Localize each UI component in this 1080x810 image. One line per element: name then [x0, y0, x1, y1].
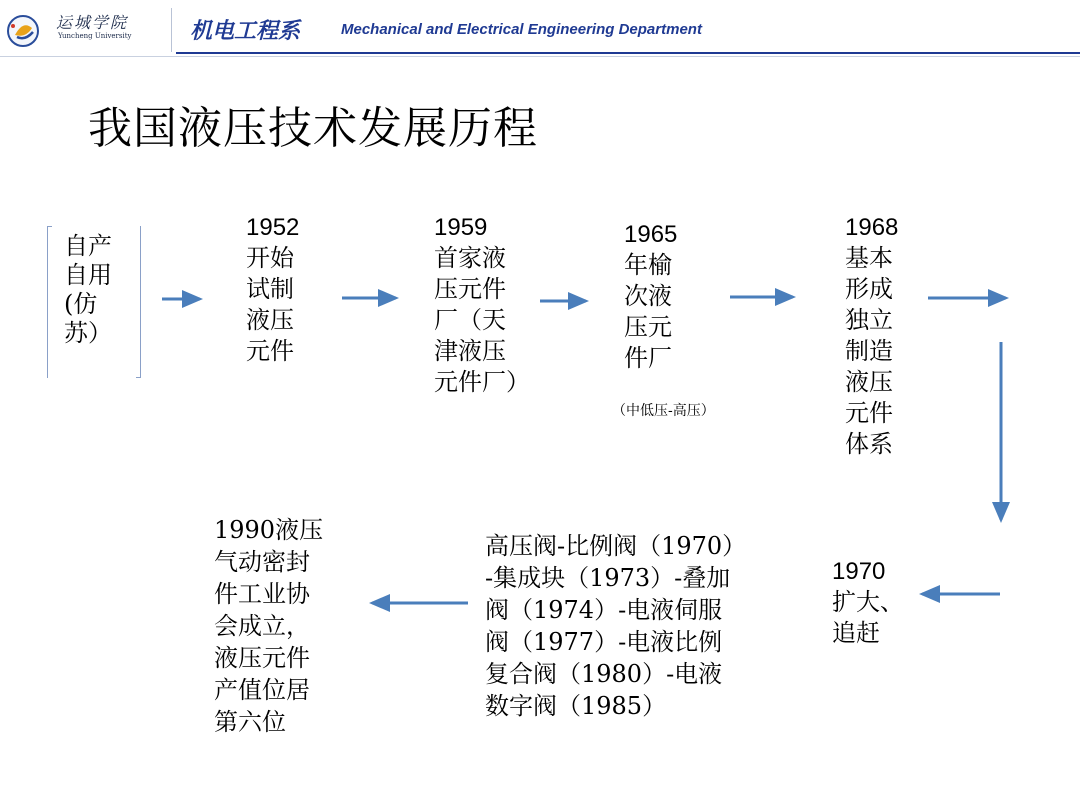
text-line: 元件: [845, 399, 893, 427]
timeline-1990: [214, 514, 323, 738]
text-line: 元件: [246, 337, 294, 365]
text-line: 液压: [246, 306, 294, 334]
text-line: 阀（1977）-电液比例: [485, 628, 723, 656]
text-line: 制造: [845, 337, 893, 365]
slide-title: 我国液压技术发展历程: [88, 103, 538, 154]
university-logo: [6, 10, 166, 48]
logo-english-name: Yuncheng University: [58, 32, 132, 40]
text-line: 追赶: [832, 619, 880, 647]
slide-header: [0, 0, 1080, 60]
year-label: 1970: [832, 558, 886, 585]
text-line: 液压: [845, 368, 893, 396]
timeline-valves: [485, 530, 746, 722]
year-label: 1959: [434, 214, 488, 241]
text-line: 年榆: [624, 251, 672, 279]
timeline-start-text: [64, 232, 112, 348]
year-label: 1965: [624, 221, 678, 248]
header-separator: [171, 8, 172, 52]
header-rule-thin: [0, 56, 1080, 57]
text-line: 压元: [624, 313, 672, 341]
text-line: 扩大、: [832, 588, 904, 616]
text-line: 液压元件: [214, 644, 310, 672]
text-line: 件厂: [624, 344, 672, 372]
text-line: 第六位: [214, 708, 286, 736]
text-line: 独立: [845, 306, 893, 334]
text-line: 基本: [845, 244, 893, 272]
text-line: 元件厂）: [434, 368, 530, 396]
text-line: 复合阀（1980）-电液: [485, 660, 723, 688]
text-line: 阀（1974）-电液伺服: [485, 596, 723, 624]
text-line: 会成立，: [214, 612, 310, 640]
text-line: 次液: [624, 282, 672, 310]
text-line: 试制: [246, 275, 294, 303]
text-line: (仿: [64, 290, 98, 318]
text-line: 开始: [246, 244, 294, 272]
text-line: 1990液压: [214, 516, 324, 544]
text-line: 苏）: [64, 319, 112, 347]
text-line: 自产: [64, 232, 112, 260]
timeline-1965: [624, 219, 677, 374]
text-line: 津液压: [434, 337, 506, 365]
timeline-1952: [246, 212, 299, 367]
timeline-1970: [832, 556, 904, 649]
text-line: 压元件: [434, 275, 506, 303]
text-line: 数字阀（1985）: [485, 692, 667, 720]
text-line: 件工业协: [214, 580, 310, 608]
text-line: 首家液: [434, 244, 506, 272]
text-line: 高压阀-比例阀（1970）: [485, 532, 747, 560]
timeline-1968: [845, 212, 898, 460]
year-label: 1952: [246, 214, 300, 241]
timeline-1965-note: （中低压-高压）: [612, 403, 715, 419]
logo-chinese-name: 运城学院: [56, 13, 129, 32]
department-name-en: Mechanical and Electrical Engineering Department: [341, 21, 702, 38]
text-line: 体系: [845, 430, 893, 458]
timeline-1959: [434, 212, 530, 398]
text-line: 厂（天: [434, 306, 506, 334]
text-line: 自用: [64, 261, 112, 289]
year-label: 1968: [845, 214, 899, 241]
department-name-cn: 机电工程系: [190, 19, 301, 44]
text-line: -集成块（1973）-叠加: [485, 564, 731, 592]
text-line: 气动密封: [214, 548, 310, 576]
header-rule: [176, 52, 1080, 54]
text-line: 形成: [845, 275, 893, 303]
text-line: 产值位居: [214, 676, 310, 704]
university-emblem-icon: [6, 14, 40, 48]
